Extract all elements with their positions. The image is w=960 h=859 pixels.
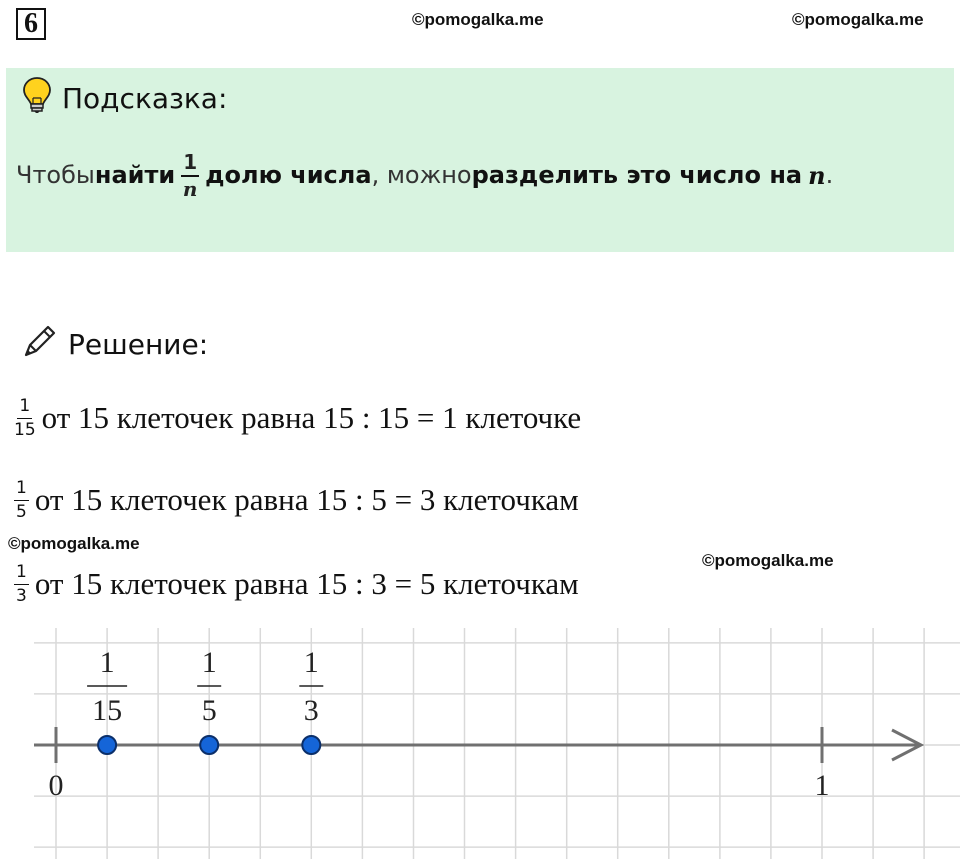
solution-fraction: [14, 561, 29, 606]
fraction-numerator: 1: [14, 480, 29, 501]
pencil-icon: [20, 321, 60, 368]
hint-text: [16, 140, 833, 210]
solution-heading: [20, 322, 208, 366]
solution-line: [14, 554, 579, 614]
hint-box: [6, 68, 954, 252]
hint-title: Подсказка:: [62, 81, 228, 115]
point-15: [98, 736, 116, 754]
solution-line: [14, 388, 581, 448]
hint-fraction-numerator: 1: [181, 152, 199, 177]
point-label-numerator: 1: [201, 646, 217, 679]
hint-bold-part: долю числа: [205, 161, 372, 189]
point-label-denominator: 15: [92, 694, 123, 727]
fraction-denominator: 3: [16, 585, 27, 606]
hint-fraction: [181, 149, 199, 201]
label-one: 1: [814, 769, 830, 802]
solution-fraction: [14, 477, 29, 522]
watermark: ©pomogalka.me: [792, 10, 924, 29]
point-label-numerator: 1: [303, 646, 319, 679]
solution-line-text: от 15 клеточек равна 15 : 15 = 1 клеточке: [41, 400, 582, 435]
watermark: ©pomogalka.me: [8, 534, 140, 553]
watermark: ©pomogalka.me: [702, 551, 834, 570]
solution-line-text: от 15 клеточек равна 15 : 3 = 5 клеточкам: [34, 566, 579, 601]
solution-line: [14, 470, 579, 530]
fraction-denominator: 15: [14, 419, 36, 440]
solution-fraction: [14, 395, 36, 440]
fraction-numerator: 1: [17, 398, 32, 419]
hint-heading: [22, 78, 227, 118]
label-zero: 0: [48, 769, 64, 802]
point-3: [302, 736, 320, 754]
fraction-numerator: 1: [14, 564, 29, 585]
hint-bold-divide: разделить это число на: [471, 161, 803, 189]
point-label-denominator: 5: [201, 694, 217, 727]
hint-text-middle: , можно: [371, 161, 472, 189]
task-number: 6: [16, 8, 46, 40]
point-label-numerator: 1: [99, 646, 115, 679]
watermark: ©pomogalka.me: [412, 10, 544, 29]
number-line: [0, 620, 960, 859]
hint-bold-find: найти: [94, 161, 176, 189]
lightbulb-icon: [22, 76, 52, 121]
hint-text-end: .: [825, 161, 834, 189]
fraction-denominator: 5: [16, 501, 27, 522]
axis: [34, 727, 921, 802]
point-5: [200, 736, 218, 754]
points: [87, 646, 323, 754]
hint-fraction-denominator: n: [182, 176, 198, 201]
hint-text-before: Чтобы: [16, 161, 95, 189]
point-label-denominator: 3: [303, 694, 319, 727]
solution-title: Решение:: [68, 327, 209, 361]
hint-variable: n: [808, 160, 826, 190]
solution-line-text: от 15 клеточек равна 15 : 5 = 3 клеточкам: [34, 482, 579, 517]
